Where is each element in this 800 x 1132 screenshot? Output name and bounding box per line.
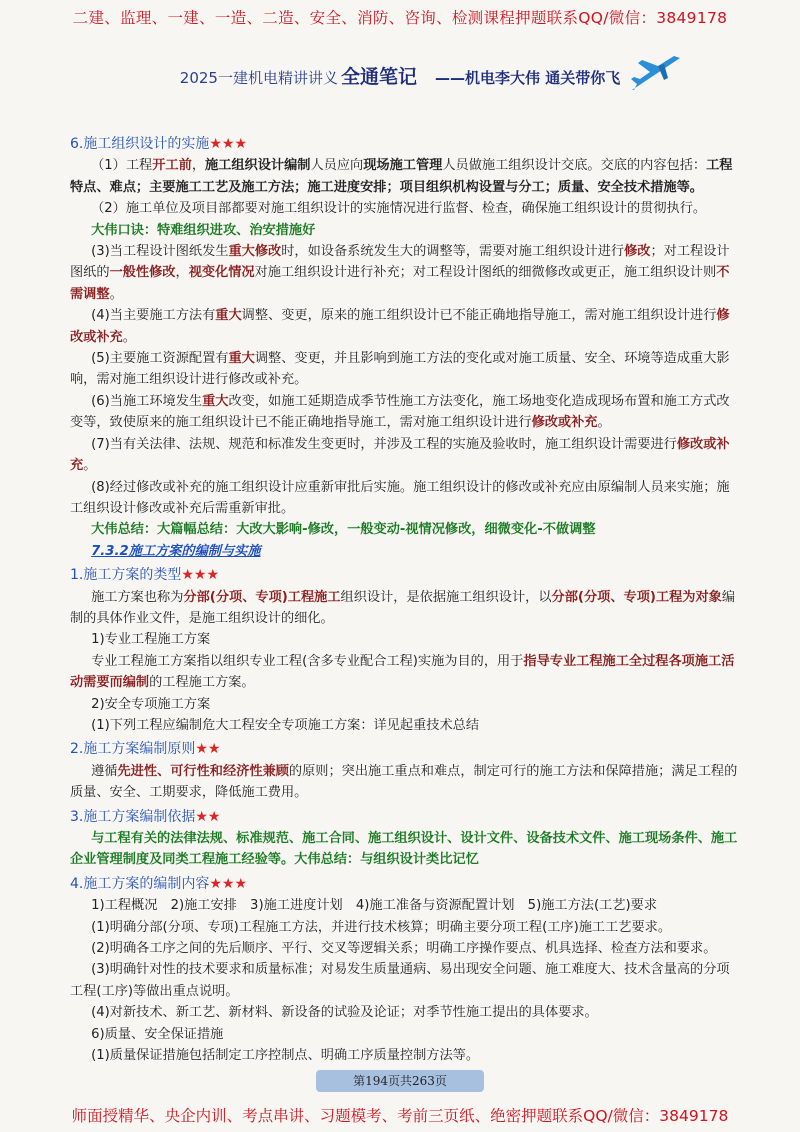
s4-paragraph-5: (1)质量保证措施包括制定工序控制点、明确工序质量控制方法等。 (91, 1048, 480, 1064)
s6-paragraph-6: (6)当施工环境发生重大改变，如施工延期造成季节性施工方法变化，施工场地变化造成现场布置和施工方式改变等，致使原来的施工组织设计已不能正确地指导施工，需对施工组织设计进行修改或补充。 (70, 393, 730, 431)
star-rating: ★★★ (209, 136, 248, 152)
star-rating: ★★★ (209, 875, 248, 892)
s1-list-1: 1)专业工程施工方案 (91, 632, 211, 648)
s6-paragraph-8: (8)经过修改或补充的施工组织设计应重新审批后实施。施工组织设计的修改或补充应由原编制人员来实施；施工组织设计修改或补充后需重新审批。 (70, 479, 730, 516)
s6-tip: 大伟口诀：特难组织进攻、治安措施好 (91, 222, 316, 238)
s1-paragraph-1: 施工方案也称为分部(分项、专项)工程施工组织设计，是依据施工组织设计，以分部(分项、专项)工程为对象编制的具体作业文件，是施工组织设计的细化。 (70, 589, 736, 626)
s6-paragraph-7: (7)当有关法律、法规、规范和标准发生变更时，并涉及工程的实施及验收时，施工组织设计需要进行修改或补充。 (70, 436, 730, 474)
header-slogan: ——机电李大伟 通关带你飞 (434, 69, 621, 87)
s4-paragraph-2: (2)明确各工序之间的先后顺序、平行、交叉等逻辑关系；明确工序操作要点、机具选择、检查方法和要求。 (91, 941, 717, 957)
s6-summary: 大伟总结：大篇幅总结：大改大影响-修改，一般变动-视情况修改，细微变化-不做调整 (91, 522, 596, 538)
s6-paragraph-4: (4)当主要施工方法有重大调整、变更，原来的施工组织设计已不能正确地指导施工，需对施工组织设计进行修改或补充。 (70, 308, 730, 345)
s1-paragraph-2: 专业工程施工方案指以组织专业工程(含多专业配合工程)实施为目的，用于指导专业工程施工全过程各项施工活动需要而编制的工程施工方案。 (70, 653, 735, 691)
s6-paragraph-1: （1）工程开工前，施工组织设计编制人员应向现场施工管理人员做施工组织设计交底。交底的内容包括：工程特点、难点；主要施工工艺及施工方法；施工进度安排；项目组织机构设置与分工；质量、安全技术措施等。 (70, 158, 733, 195)
section-2-title: 2.施工方案编制原则★★ (70, 741, 221, 758)
page-number: 第194页共263页 (316, 1070, 484, 1092)
s1-list-2: 2)安全专项施工方案 (91, 696, 211, 712)
s6-paragraph-3: (3)当工程设计图纸发生重大修改时，如设备系统发生大的调整等，需要对施工组织设计进行修改；对工程设计图纸的一般性修改，视变化情况对施工组织设计进行补充；对工程设计图纸的细微修改或更正，施工组织设计则不需调整。 (70, 244, 730, 302)
bottom-banner: 师面授精华、央企内训、考点串讲、习题模考、考前三页纸、绝密押题联系QQ/微信：3849178 (71, 1107, 729, 1125)
section-3-title: 3.施工方案编制依据★★ (70, 808, 221, 825)
s6-paragraph-5: (5)主要施工资源配置有重大调整、变更，并且影响到施工方法的变化或对施工质量、安全、环境等造成重大影响，需对施工组织设计进行修改或补充。 (70, 351, 730, 388)
star-rating: ★★★ (181, 567, 220, 584)
s4-list-6: 6)质量、安全保证措施 (91, 1026, 224, 1042)
s2-paragraph-1: 遵循先进性、可行性和经济性兼顾的原则；突出施工重点和难点，制定可行的施工方法和保障措施；满足工程的质量、安全、工期要求，降低施工费用。 (70, 763, 738, 801)
section-1-title: 1.施工方案的类型★★★ (70, 567, 220, 584)
star-rating: ★★ (195, 741, 221, 758)
section-4-title: 4.施工方案的编制内容★★★ (70, 875, 248, 892)
star-rating: ★★ (195, 808, 221, 825)
s4-items: 1)工程概况 2)施工安排 3)施工进度计划 4)施工准备与资源配置计划 5)施工方法(工艺)要求 (91, 898, 658, 914)
airplane-icon (628, 50, 684, 98)
header-prefix: 2025一建机电精讲讲义 (179, 69, 338, 87)
s3-paragraph-1: 与工程有关的法律法规、标准规范、施工合同、施工组织设计、设计文件、设备技术文件、施工现场条件、施工企业管理制度及同类工程施工经验等。大伟总结：与组织设计类比记忆 (70, 831, 738, 868)
document-body (70, 134, 738, 1066)
s4-paragraph-1: (1)明确分部(分项、专项)工程施工方法，并进行技术核算；明确主要分项工程(工序)施工工艺要求。 (91, 919, 672, 935)
header-title: 全通笔记 (340, 66, 417, 88)
top-banner: 二建、监理、一建、一造、二造、安全、消防、咨询、检测课程押题联系QQ/微信：3849178 (72, 9, 728, 27)
s6-paragraph-2: （2）施工单位及项目部都要对施工组织设计的实施情况进行监督、检查，确保施工组织设计的贯彻执行。 (91, 201, 707, 217)
s1-list-3: (1)下列工程应编制危大工程安全专项施工方案：详见起重技术总结 (91, 717, 480, 733)
section-6-title: 6.施工组织设计的实施★★★ (70, 136, 248, 152)
s4-paragraph-4: (4)对新技术、新工艺、新材料、新设备的试验及论证；对季节性施工提出的具体要求。 (91, 1005, 598, 1021)
section-732-title: 7.3.2施工方案的编制与实施 (91, 543, 261, 559)
s4-paragraph-3: (3)明确针对性的技术要求和质量标准；对易发生质量通病、易出现安全问题、施工难度大、技术含量高的分项工程(工序)等做出重点说明。 (70, 962, 730, 999)
